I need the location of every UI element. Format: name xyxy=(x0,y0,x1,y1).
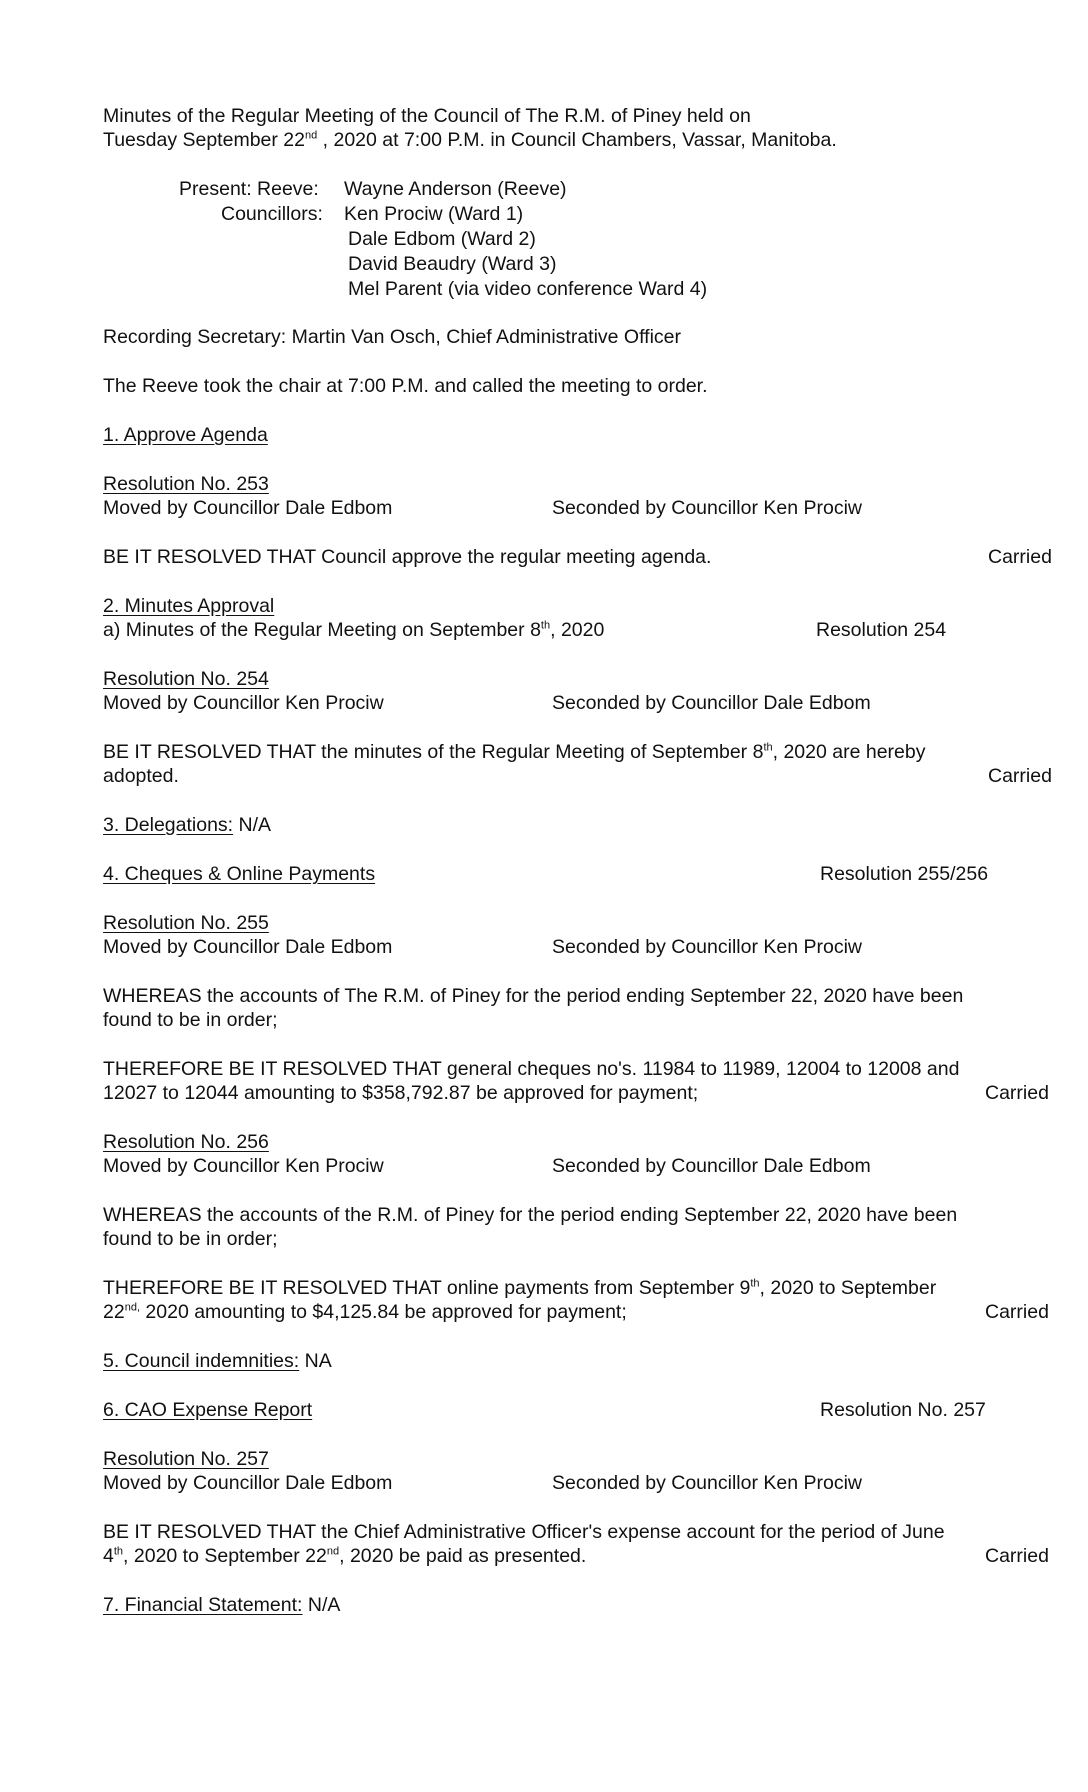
resolution-255-moved: Moved by Councillor Dale Edbom xyxy=(103,936,393,958)
resolution-256-seconded: Seconded by Councillor Dale Edbom xyxy=(552,1155,871,1177)
resolution-255-therefore: 12027 to 12044 amounting to $358,792.87 be approved for payment; xyxy=(103,1082,699,1104)
call-to-order: The Reeve took the chair at 7:00 P.M. and called the meeting to order. xyxy=(103,375,708,397)
resolution-256-title: Resolution No. 256 xyxy=(103,1131,269,1153)
resolution-256-whereas: found to be in order; xyxy=(103,1228,278,1250)
resolution-256-therefore: THEREFORE BE IT RESOLVED THAT online payments from September 9th, 2020 to September xyxy=(103,1277,937,1299)
resolution-256-whereas: WHEREAS the accounts of the R.M. of Piney for the period ending September 22, 2020 have been xyxy=(103,1204,958,1226)
resolution-257-text: BE IT RESOLVED THAT the Chief Administrative Officer's expense account for the period of June xyxy=(103,1521,945,1543)
resolution-254-moved: Moved by Councillor Ken Prociw xyxy=(103,692,384,714)
resolution-255-therefore: THEREFORE BE IT RESOLVED THAT general cheques no's. 11984 to 11989, 12004 to 12008 and xyxy=(103,1058,960,1080)
section-1-heading: 1. Approve Agenda xyxy=(103,424,268,446)
councillor-name: Dale Edbom (Ward 2) xyxy=(348,228,536,250)
resolution-257-text: 4th, 2020 to September 22nd, 2020 be paid as presented. xyxy=(103,1545,587,1567)
reeve-label: Present: Reeve: xyxy=(179,178,319,200)
section-4-heading: 4. Cheques & Online Payments xyxy=(103,863,376,885)
resolution-257-moved: Moved by Councillor Dale Edbom xyxy=(103,1472,393,1494)
resolution-255-title: Resolution No. 255 xyxy=(103,912,269,934)
header-line-1: Minutes of the Regular Meeting of the Council of The R.M. of Piney held on xyxy=(103,105,751,127)
section-2-heading: 2. Minutes Approval xyxy=(103,595,275,617)
resolution-256-moved: Moved by Councillor Ken Prociw xyxy=(103,1155,384,1177)
councillors-label: Councillors: xyxy=(221,203,323,225)
resolution-254-status: Carried xyxy=(988,765,1052,787)
resolution-254-title: Resolution No. 254 xyxy=(103,668,269,690)
resolution-253-status: Carried xyxy=(988,546,1052,568)
section-6-heading: 6. CAO Expense Report xyxy=(103,1399,313,1421)
resolution-255-whereas: found to be in order; xyxy=(103,1009,278,1031)
resolution-257-seconded: Seconded by Councillor Ken Prociw xyxy=(552,1472,863,1494)
resolution-253-seconded: Seconded by Councillor Ken Prociw xyxy=(552,497,863,519)
section-7-heading: 7. Financial Statement: N/A xyxy=(103,1594,341,1616)
minutes-item-a: a) Minutes of the Regular Meeting on September 8th, 2020 xyxy=(103,619,605,641)
resolution-255-seconded: Seconded by Councillor Ken Prociw xyxy=(552,936,863,958)
section-5-heading: 5. Council indemnities: NA xyxy=(103,1350,332,1372)
resolution-257-title: Resolution No. 257 xyxy=(103,1448,269,1470)
councillor-name: Mel Parent (via video conference Ward 4) xyxy=(348,278,708,300)
resolution-253-title: Resolution No. 253 xyxy=(103,473,269,495)
councillor-name: David Beaudry (Ward 3) xyxy=(348,253,557,275)
recording-secretary: Recording Secretary: Martin Van Osch, Chief Administrative Officer xyxy=(103,326,682,348)
resolution-255-whereas: WHEREAS the accounts of The R.M. of Piney for the period ending September 22, 2020 have been xyxy=(103,985,964,1007)
resolution-255-status: Carried xyxy=(985,1082,1049,1104)
resolution-256-therefore: $22^{nd,}$ 2020 amounting to $4,125.84 be approved for payment; xyxy=(103,1301,627,1323)
section-6-ref: Resolution No. 257 xyxy=(820,1399,986,1421)
resolution-257-status: Carried xyxy=(985,1545,1049,1567)
resolution-254-seconded: Seconded by Councillor Dale Edbom xyxy=(552,692,871,714)
councillor-name: Ken Prociw (Ward 1) xyxy=(344,203,524,225)
resolution-256-status: Carried xyxy=(985,1301,1049,1323)
resolution-253-moved: Moved by Councillor Dale Edbom xyxy=(103,497,393,519)
header-line-2: Tuesday September 22nd , 2020 at 7:00 P.M. in Council Chambers, Vassar, Manitoba. xyxy=(103,129,837,151)
resolution-254-text: adopted. xyxy=(103,765,179,787)
section-4-ref: Resolution 255/256 xyxy=(820,863,989,885)
section-3-heading: 3. Delegations: N/A xyxy=(103,814,272,836)
resolution-254-text: BE IT RESOLVED THAT the minutes of the Regular Meeting of September 8th, 2020 are hereby xyxy=(103,741,926,763)
resolution-253-text: BE IT RESOLVED THAT Council approve the regular meeting agenda. xyxy=(103,546,712,568)
minutes-item-ref: Resolution 254 xyxy=(816,619,947,641)
reeve-name: Wayne Anderson (Reeve) xyxy=(344,178,567,200)
